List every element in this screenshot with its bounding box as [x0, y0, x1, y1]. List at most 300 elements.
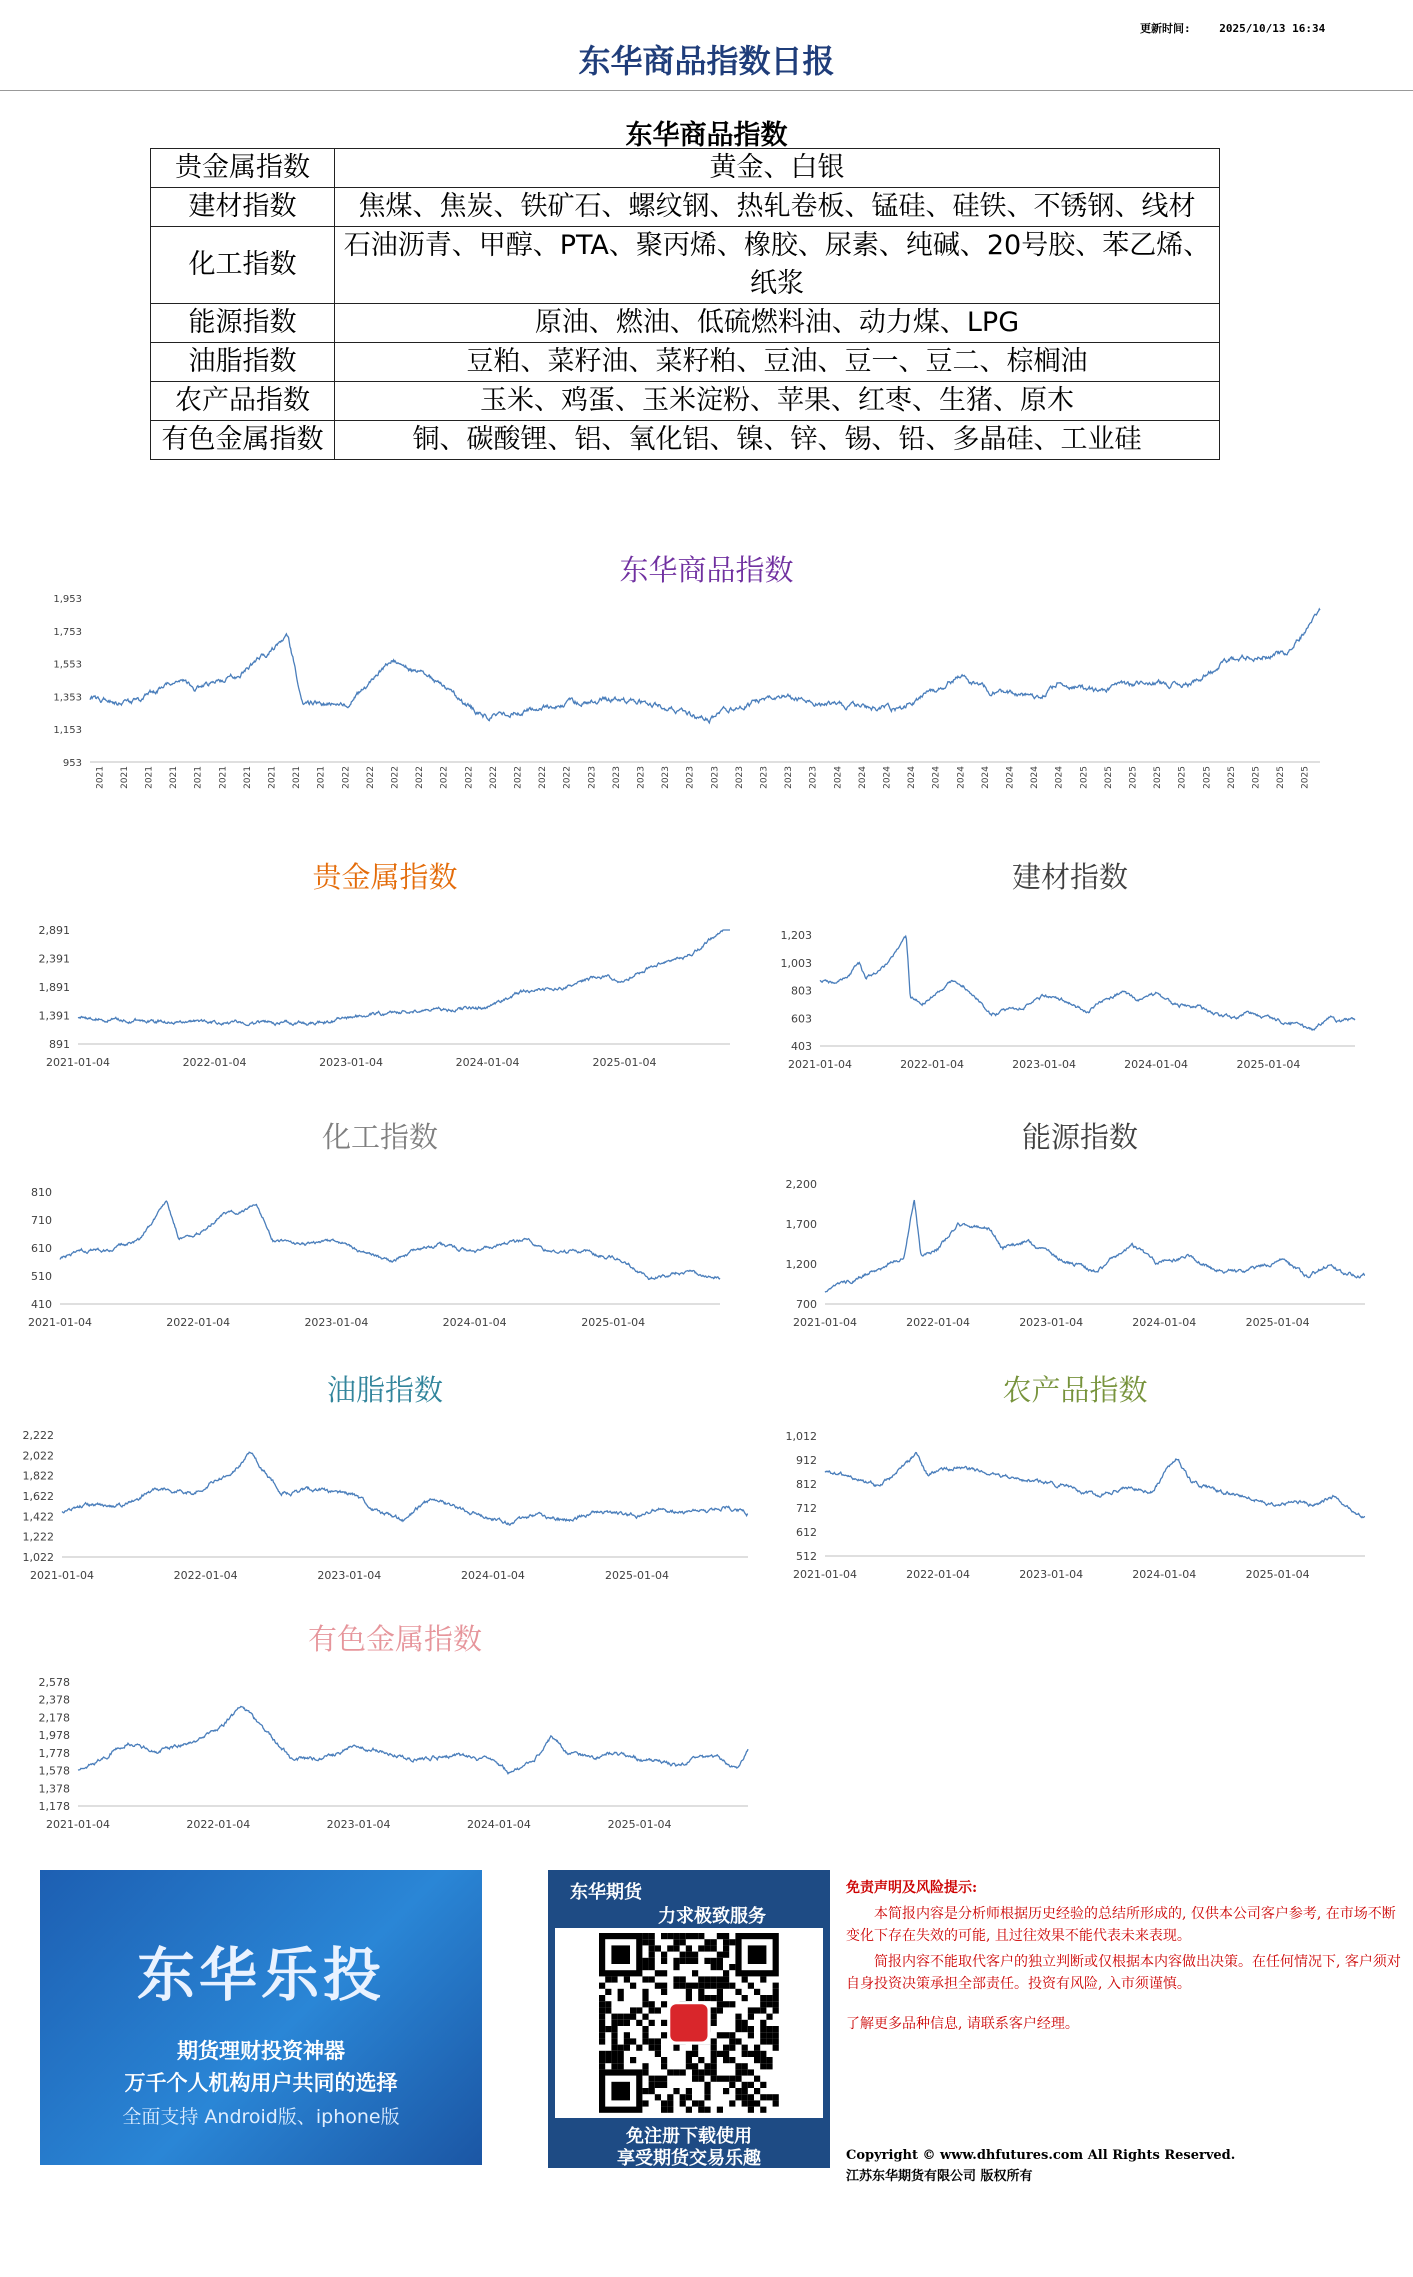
qr-module [723, 1970, 729, 1976]
y-tick-label: 1,978 [38, 1729, 70, 1743]
y-tick-label: 1,003 [780, 956, 812, 970]
qr-module [686, 1945, 692, 1951]
qr-module [742, 2063, 748, 2069]
qr-module [673, 1958, 679, 1964]
qr-module [618, 2014, 624, 2020]
qr-module [742, 2020, 748, 2026]
qr-module [760, 2051, 766, 2057]
qr-module [766, 2057, 772, 2063]
qr-module [711, 2045, 717, 2051]
qr-module [704, 1976, 710, 1982]
qr-company: 东华期货 [570, 1882, 642, 1903]
index-components: 黄金、白银 [335, 149, 1220, 188]
qr-module [661, 1933, 667, 1939]
qr-module [711, 2020, 717, 2026]
x-tick-label: 2025-01-04 [607, 1818, 672, 1831]
qr-module [735, 2094, 741, 2100]
qr-module [655, 2045, 661, 2051]
qr-module [754, 2100, 760, 2106]
qr-module [599, 2014, 605, 2020]
qr-module [711, 1995, 717, 2001]
x-tick-label: 2023-01-04 [1019, 1568, 1084, 1581]
qr-module [686, 1989, 692, 1995]
x-tick-label: 2022 [390, 766, 401, 789]
y-tick-label: 1,778 [38, 1746, 70, 1760]
qr-line1: 免注册下载使用 [626, 2126, 752, 2147]
qr-module [605, 1976, 611, 1982]
qr-module [680, 1976, 686, 1982]
qr-module [692, 2069, 698, 2075]
qr-module [655, 1970, 661, 1976]
qr-module [686, 1952, 692, 1958]
qr-module [773, 1989, 779, 1995]
qr-module [630, 2057, 636, 2063]
x-tick-label: 2022-01-04 [906, 1568, 971, 1581]
qr-module [624, 2014, 630, 2020]
qr-module [649, 1952, 655, 1958]
qr-module [642, 2001, 648, 2007]
qr-module [723, 1952, 729, 1958]
x-tick-label: 2021-01-04 [793, 1316, 857, 1329]
series-line [825, 1453, 1365, 1518]
table-row [151, 421, 1220, 460]
qr-module [642, 1933, 648, 1939]
qr-module [618, 2063, 624, 2069]
qr-module [711, 2038, 717, 2044]
qr-module [611, 2032, 617, 2038]
qr-module [742, 2094, 748, 2100]
qr-module [649, 2088, 655, 2094]
qr-module [748, 2069, 754, 2075]
qr-module [723, 1976, 729, 1982]
index-name: 农产品指数 [151, 382, 335, 421]
x-tick-label: 2025 [1251, 766, 1262, 789]
y-tick-label: 2,022 [22, 1449, 54, 1463]
qr-module [599, 2007, 605, 2013]
qr-module [742, 2051, 748, 2057]
qr-module [723, 2057, 729, 2063]
qr-module [655, 1945, 661, 1951]
x-tick-label: 2022 [513, 766, 524, 789]
qr-module [766, 2032, 772, 2038]
qr-module [642, 2038, 648, 2044]
qr-module [667, 1945, 673, 1951]
y-tick-label: 2,222 [22, 1429, 54, 1442]
x-tick-label: 2024 [956, 766, 967, 789]
x-tick-label: 2022-01-04 [173, 1569, 238, 1582]
qr-module [680, 2094, 686, 2100]
x-tick-label: 2021-01-04 [28, 1316, 92, 1329]
x-tick-label: 2025 [1202, 766, 1213, 789]
qr-module [649, 2076, 655, 2082]
company-rights: 江苏东华期货有限公司 版权所有 [846, 2169, 1033, 2184]
table-title: 东华商品指数 [625, 120, 788, 151]
qr-module [649, 1933, 655, 1939]
qr-module [742, 2026, 748, 2032]
qr-module [723, 2051, 729, 2057]
index-components: 焦煤、焦炭、铁矿石、螺纹钢、热轧卷板、锰硅、硅铁、不锈钢、线材 [335, 188, 1220, 227]
x-tick-label: 2022 [464, 766, 475, 789]
x-tick-label: 2025 [1153, 766, 1164, 789]
qr-module [754, 2057, 760, 2063]
x-tick-label: 2025-01-04 [1236, 1058, 1301, 1071]
qr-module [760, 2082, 766, 2088]
qr-module [673, 1983, 679, 1989]
qr-module [649, 2020, 655, 2026]
qr-module [649, 1976, 655, 1982]
qr-module [686, 2051, 692, 2057]
table-row [151, 304, 1220, 343]
qr-module [673, 2045, 679, 2051]
qr-module [667, 2100, 673, 2106]
qr-module [611, 2020, 617, 2026]
qr-module [642, 1995, 648, 2001]
qr-module [735, 2020, 741, 2026]
qr-module [748, 2094, 754, 2100]
y-tick-label: 1,578 [38, 1764, 70, 1778]
qr-module [661, 1958, 667, 1964]
y-tick-label: 710 [31, 1214, 52, 1227]
qr-module [748, 2026, 754, 2032]
x-tick-label: 2023 [784, 766, 795, 789]
qr-module [680, 2069, 686, 2075]
qr-module [729, 2045, 735, 2051]
qr-module [704, 1995, 710, 2001]
qr-module [618, 2020, 624, 2026]
x-tick-label: 2024-01-04 [1124, 1058, 1189, 1071]
index-name: 油脂指数 [151, 343, 335, 382]
table-row [151, 227, 1220, 304]
x-tick-label: 2022-01-04 [906, 1316, 971, 1329]
chart-title-oils: 油脂指数 [326, 1373, 443, 1407]
qr-module [698, 1995, 704, 2001]
x-tick-label: 2025-01-04 [1245, 1568, 1310, 1581]
qr-module [624, 2032, 630, 2038]
qr-module [630, 2007, 636, 2013]
qr-module [773, 2045, 779, 2051]
x-tick-label: 2023-01-04 [304, 1316, 369, 1329]
qr-module [748, 1983, 754, 1989]
qr-module [742, 1995, 748, 2001]
qr-module [698, 1945, 704, 1951]
qr-module [704, 2069, 710, 2075]
qr-module [723, 2088, 729, 2094]
y-tick-label: 2,578 [38, 1676, 70, 1689]
qr-module [711, 2076, 717, 2082]
qr-module [766, 2026, 772, 2032]
qr-module [748, 2051, 754, 2057]
qr-module [642, 2032, 648, 2038]
qr-module [717, 2051, 723, 2057]
title-divider [0, 90, 1413, 91]
qr-module [649, 2045, 655, 2051]
qr-module [642, 2088, 648, 2094]
qr-code-icon[interactable] [555, 1928, 823, 2118]
index-components: 铜、碳酸锂、铝、氧化铝、镍、锌、锡、铅、多晶硅、工业硅 [335, 421, 1220, 460]
qr-module [692, 1952, 698, 1958]
x-tick-label: 2021 [267, 766, 278, 789]
series-line [825, 1200, 1365, 1292]
qr-module [649, 1945, 655, 1951]
qr-module [599, 2032, 605, 2038]
qr-finder-core [611, 2082, 630, 2101]
x-tick-label: 2023 [636, 766, 647, 789]
qr-module [729, 1964, 735, 1970]
qr-module [673, 1933, 679, 1939]
y-tick-label: 1,012 [785, 1430, 817, 1443]
y-tick-label: 1,353 [53, 692, 82, 704]
qr-module [611, 2038, 617, 2044]
qr-module [754, 2007, 760, 2013]
qr-module [686, 2057, 692, 2063]
index-components: 玉米、鸡蛋、玉米淀粉、苹果、红枣、生猪、原木 [335, 382, 1220, 421]
qr-module [766, 2001, 772, 2007]
x-tick-label: 2021 [119, 766, 130, 789]
qr-module [711, 1939, 717, 1945]
x-tick-label: 2023 [661, 766, 672, 789]
qr-module [642, 2026, 648, 2032]
qr-module [624, 1976, 630, 1982]
qr-module [692, 1958, 698, 1964]
qr-module [673, 1939, 679, 1945]
x-tick-label: 2021 [193, 766, 204, 789]
qr-module [649, 2001, 655, 2007]
y-tick-label: 1,553 [53, 659, 82, 671]
y-tick-label: 812 [796, 1478, 817, 1491]
qr-module [711, 2007, 717, 2013]
qr-module [717, 2107, 723, 2113]
qr-module [773, 1995, 779, 2001]
qr-module [667, 2107, 673, 2113]
qr-module [692, 2063, 698, 2069]
qr-module [673, 1976, 679, 1982]
qr-module [661, 2057, 667, 2063]
qr-module [673, 1945, 679, 1951]
qr-module [735, 2038, 741, 2044]
qr-finder-core [611, 1945, 630, 1964]
qr-module [667, 2094, 673, 2100]
qr-module [760, 2032, 766, 2038]
x-tick-label: 2022 [415, 766, 426, 789]
series-line [78, 1706, 748, 1773]
table-row [151, 343, 1220, 382]
y-tick-label: 1,378 [38, 1782, 70, 1796]
qr-module [686, 1983, 692, 1989]
qr-module [698, 1976, 704, 1982]
qr-module [686, 1958, 692, 1964]
qr-module [661, 2100, 667, 2106]
series-line [820, 936, 1355, 1030]
x-tick-label: 2024-01-04 [1132, 1568, 1197, 1581]
x-tick-label: 2021-01-04 [788, 1058, 852, 1071]
qr-module [773, 2026, 779, 2032]
qr-module [661, 1983, 667, 1989]
qr-module [704, 2107, 710, 2113]
qr-module [649, 2082, 655, 2088]
qr-module [661, 2063, 667, 2069]
qr-module [618, 1995, 624, 2001]
series-line [62, 1452, 748, 1525]
qr-module [624, 2038, 630, 2044]
qr-module [766, 1995, 772, 2001]
qr-module [655, 2094, 661, 2100]
qr-module [618, 2057, 624, 2063]
x-tick-label: 2025 [1103, 766, 1114, 789]
qr-module [735, 2076, 741, 2082]
qr-module [661, 1970, 667, 1976]
x-tick-label: 2024 [1005, 766, 1016, 789]
update-time [1140, 20, 1347, 36]
x-tick-label: 2022 [562, 766, 573, 789]
qr-module [717, 1983, 723, 1989]
x-tick-label: 2022 [341, 766, 352, 789]
qr-module [704, 1939, 710, 1945]
qr-module [773, 2007, 779, 2013]
qr-module [723, 2032, 729, 2038]
x-tick-label: 2025 [1300, 766, 1311, 789]
x-tick-label: 2021 [95, 766, 106, 789]
index-name: 贵金属指数 [151, 149, 335, 188]
qr-module [661, 1989, 667, 1995]
qr-module [723, 1945, 729, 1951]
qr-module [711, 2014, 717, 2020]
qr-module [717, 2032, 723, 2038]
qr-module [667, 2069, 673, 2075]
x-tick-label: 2023 [734, 766, 745, 789]
chart-title-nonferrous: 有色金属指数 [307, 1622, 482, 1656]
qr-module [729, 2001, 735, 2007]
qr-module [686, 1933, 692, 1939]
qr-module [711, 1976, 717, 1982]
qr-module [711, 2063, 717, 2069]
qr-module [599, 2020, 605, 2026]
qr-module [704, 1983, 710, 1989]
qr-module [630, 1983, 636, 1989]
x-tick-label: 2021 [316, 766, 327, 789]
y-tick-label: 1,700 [785, 1218, 817, 1231]
qr-module [680, 1933, 686, 1939]
index-name: 有色金属指数 [151, 421, 335, 460]
x-tick-label: 2025-01-04 [581, 1316, 646, 1329]
qr-module [754, 2076, 760, 2082]
x-tick-label: 2025-01-04 [605, 1569, 669, 1582]
chart-title-agriculture: 农产品指数 [1002, 1373, 1148, 1407]
qr-module [717, 1976, 723, 1982]
qr-module [729, 2076, 735, 2082]
qr-module [655, 2007, 661, 2013]
qr-module [698, 2100, 704, 2106]
qr-module [729, 2032, 735, 2038]
qr-module [742, 2069, 748, 2075]
qr-module [760, 2007, 766, 2013]
qr-module [642, 2069, 648, 2075]
chart-title-composite: 东华商品指数 [619, 553, 794, 587]
qr-module [717, 1952, 723, 1958]
y-tick-label: 1,222 [22, 1530, 54, 1544]
qr-module [748, 2032, 754, 2038]
qr-module [698, 2057, 704, 2063]
qr-module [655, 2076, 661, 2082]
x-tick-label: 2022-01-04 [182, 1056, 247, 1069]
x-tick-label: 2024-01-04 [460, 1569, 525, 1582]
app-banner[interactable] [40, 1870, 482, 2165]
qr-module [748, 2107, 754, 2113]
qr-module [766, 2038, 772, 2044]
qr-module [649, 2038, 655, 2044]
qr-module [661, 1952, 667, 1958]
qr-module [773, 2100, 779, 2106]
qr-module [760, 1995, 766, 2001]
table-row [151, 149, 1220, 188]
x-tick-label: 2024 [882, 766, 893, 789]
x-tick-label: 2024 [907, 766, 918, 789]
qr-module [605, 1989, 611, 1995]
qr-module [760, 2107, 766, 2113]
y-tick-label: 1,622 [22, 1490, 54, 1503]
banner-title: 东华乐投 [136, 1941, 385, 2009]
qr-module [618, 1989, 624, 1995]
table-row [151, 382, 1220, 421]
qr-module [729, 2082, 735, 2088]
qr-module [655, 2051, 661, 2057]
x-tick-label: 2023-01-04 [317, 1569, 382, 1582]
qr-module [773, 2032, 779, 2038]
y-tick-label: 612 [796, 1526, 817, 1539]
qr-module [686, 2063, 692, 2069]
y-tick-label: 1,153 [53, 725, 82, 737]
qr-module [624, 2045, 630, 2051]
x-tick-label: 2024 [857, 766, 868, 789]
qr-module [686, 2107, 692, 2113]
qr-module [735, 2063, 741, 2069]
disclaimer-paragraph-1: 本简报内容是分析师根据历史经验的总结所形成的, 仅供本公司客户参考, 在市场不断变化下存在失效的可能, 且过往效果不能代表未来表现。 [846, 1906, 1396, 1944]
qr-module [766, 2014, 772, 2020]
qr-module [698, 1989, 704, 1995]
x-tick-label: 2021-01-04 [46, 1818, 110, 1831]
qr-module [704, 2063, 710, 2069]
qr-module [711, 1964, 717, 1970]
qr-module [704, 2088, 710, 2094]
qr-module [704, 2082, 710, 2088]
x-tick-label: 2023 [685, 766, 696, 789]
qr-module [748, 2007, 754, 2013]
qr-slogan: 力求极致服务 [658, 1906, 766, 1927]
x-tick-label: 2023-01-04 [326, 1818, 391, 1831]
qr-module [661, 2107, 667, 2113]
qr-module [698, 2107, 704, 2113]
qr-module [704, 2094, 710, 2100]
qr-module [748, 2014, 754, 2020]
qr-module [649, 1958, 655, 1964]
x-tick-label: 2025 [1177, 766, 1188, 789]
qr-module [754, 2051, 760, 2057]
y-tick-label: 1,178 [38, 1800, 70, 1813]
index-table [150, 148, 1220, 460]
qr-module [773, 2001, 779, 2007]
qr-module [642, 2014, 648, 2020]
series-line [78, 930, 730, 1026]
qr-module [686, 2094, 692, 2100]
qr-module [692, 1933, 698, 1939]
index-name: 能源指数 [151, 304, 335, 343]
x-tick-label: 2022 [488, 766, 499, 789]
qr-module [692, 2100, 698, 2106]
y-tick-label: 410 [31, 1298, 52, 1311]
x-tick-label: 2025 [1079, 766, 1090, 789]
x-tick-label: 2024-01-04 [442, 1316, 507, 1329]
qr-module [754, 2088, 760, 2094]
update-label: 更新时间: [1140, 22, 1191, 35]
